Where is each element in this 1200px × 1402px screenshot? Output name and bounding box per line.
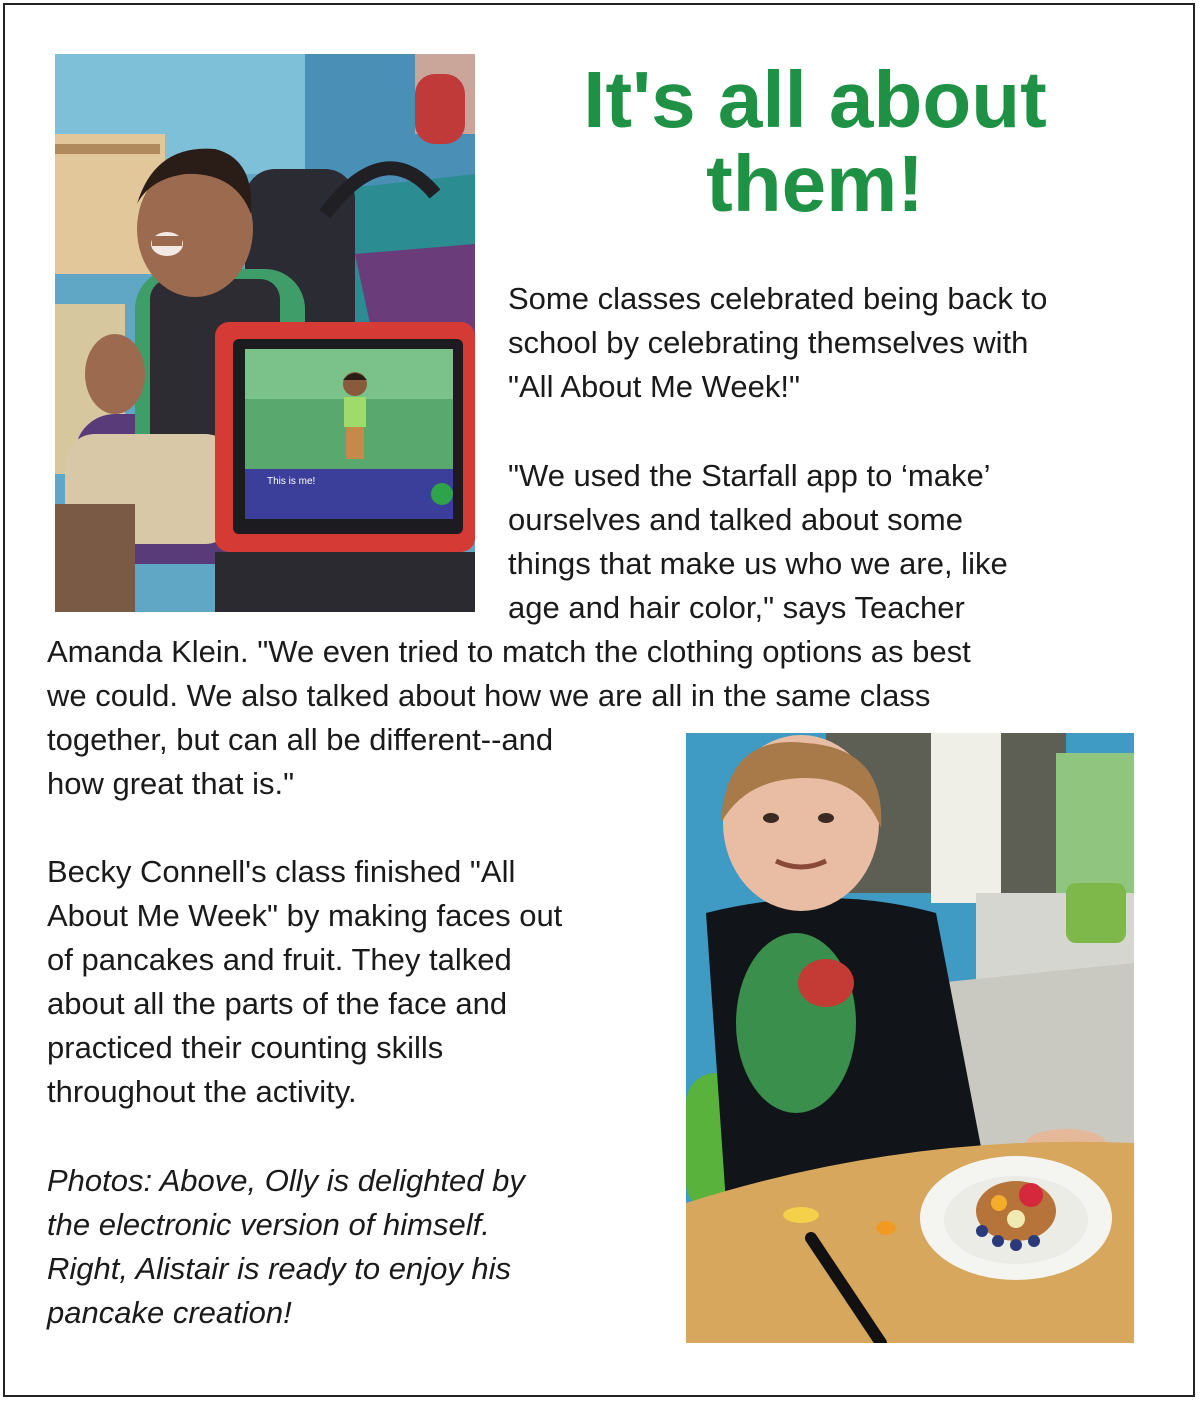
caption-line: pancake creation!: [47, 1295, 292, 1330]
headline: [505, 55, 1125, 228]
quote-line: we could. We also talked about how we are all in the same class: [47, 678, 931, 713]
photo-olly-illustration: [55, 54, 475, 612]
quote-line: together, but can all be different--and: [47, 722, 554, 757]
caption-line: the electronic version of himself.: [47, 1207, 490, 1242]
photo-olly: [55, 54, 475, 612]
quote-paragraph-full: [47, 630, 971, 806]
caption-line: Photos: Above, Olly is delighted by: [47, 1163, 525, 1198]
becky-line: about all the parts of the face and: [47, 986, 508, 1021]
intro-line: "All About Me Week!": [508, 369, 800, 404]
quote-line: "We used the Starfall app to ‘make’: [508, 458, 991, 493]
becky-line: practiced their counting skills: [47, 1030, 444, 1065]
becky-line: Becky Connell's class finished "All: [47, 854, 516, 889]
becky-line: throughout the activity.: [47, 1074, 357, 1109]
quote-paragraph-right: [508, 454, 1008, 630]
becky-line: About Me Week" by making faces out: [47, 898, 563, 933]
tablet-screen-text: This is me!: [267, 476, 316, 487]
quote-line: Amanda Klein. "We even tried to match the clothing options as best: [47, 634, 971, 669]
headline-line-2: them!: [706, 139, 924, 228]
headline-line-1: It's all about: [583, 55, 1047, 144]
quote-line: age and hair color," says Teacher: [508, 590, 965, 625]
caption-line: Right, Alistair is ready to enjoy his: [47, 1251, 512, 1286]
quote-line: things that make us who we are, like: [508, 546, 1008, 581]
becky-line: of pancakes and fruit. They talked: [47, 942, 512, 977]
photo-alistair: [686, 733, 1134, 1343]
becky-paragraph: [47, 850, 562, 1114]
intro-paragraph: [508, 277, 1047, 409]
photo-caption: [47, 1159, 525, 1335]
intro-line: school by celebrating themselves with: [508, 325, 1029, 360]
photo-alistair-illustration: [686, 733, 1134, 1343]
quote-line: how great that is.": [47, 766, 295, 801]
intro-line: Some classes celebrated being back to: [508, 281, 1048, 316]
quote-line: ourselves and talked about some: [508, 502, 963, 537]
